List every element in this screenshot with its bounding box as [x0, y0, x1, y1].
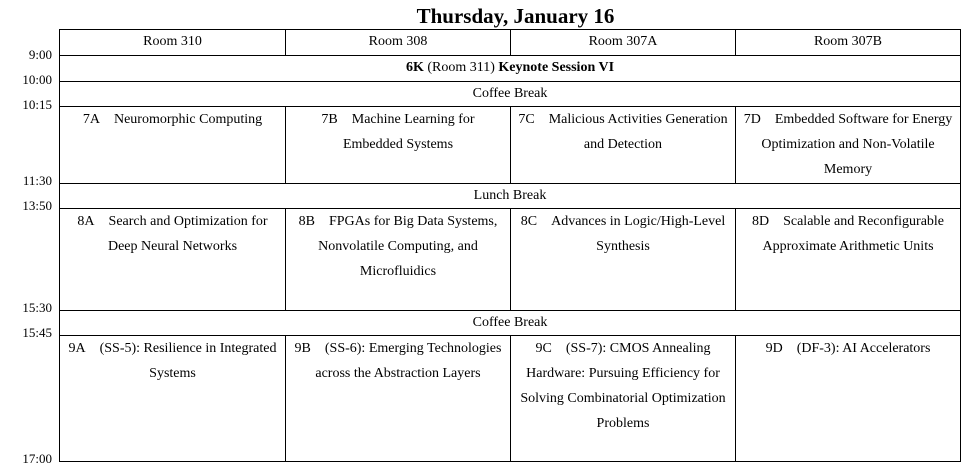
- session-title: Scalable and Reconfigurable Approximate Arithmetic Units: [762, 214, 945, 254]
- session-cell: [60, 336, 286, 462]
- session-id: 9C: [535, 341, 552, 356]
- time-label: 17:00: [22, 451, 52, 466]
- session-cell: [511, 336, 736, 462]
- room-header: Room 307A: [511, 30, 736, 56]
- session-title: (SS-6): Emerging Technologies across the Abstraction Layers: [315, 341, 502, 381]
- lunch-break: Lunch Break: [60, 184, 961, 209]
- schedule-table: [59, 29, 961, 462]
- session-cell: [736, 107, 961, 184]
- session-cell: [511, 209, 736, 311]
- session-id: 8A: [77, 214, 95, 229]
- session-title: Neuromorphic Computing: [113, 112, 263, 127]
- room-header-row: [60, 30, 961, 56]
- session-title: Search and Optimization for Deep Neural Networks: [107, 214, 268, 254]
- time-label: 9:00: [28, 47, 52, 62]
- session-row-7: [60, 107, 961, 184]
- keynote-room: (Room 311): [427, 60, 495, 75]
- session-row-8: [60, 209, 961, 311]
- break-row: [60, 184, 961, 209]
- session-cell: [60, 107, 286, 184]
- session-id: 9A: [68, 341, 86, 356]
- session-cell: [60, 209, 286, 311]
- session-id: 9B: [294, 341, 311, 356]
- session-title: (DF-3): AI Accelerators: [796, 341, 931, 356]
- keynote-session: [60, 56, 961, 82]
- keynote-id: 6K: [405, 60, 424, 75]
- session-cell: [736, 209, 961, 311]
- session-id: 7C: [518, 112, 535, 127]
- session-cell: [511, 107, 736, 184]
- time-column: [0, 0, 56, 469]
- session-row-9: [60, 336, 961, 462]
- break-row: [60, 82, 961, 107]
- page-title: Thursday, January 16: [416, 4, 615, 28]
- session-title: Advances in Logic/High-Level Synthesis: [551, 214, 726, 254]
- session-title: (SS-7): CMOS Annealing Hardware: Pursuing Efficiency for Solving Combinatorial Optimization Problems: [520, 341, 726, 431]
- time-label: 15:30: [22, 300, 52, 315]
- session-id: 7A: [82, 112, 100, 127]
- keynote-title: Keynote Session VI: [498, 60, 615, 75]
- session-title: FPGAs for Big Data Systems, Nonvolatile Computing, and Microfluidics: [318, 214, 498, 279]
- time-label: 10:00: [22, 72, 52, 87]
- session-id: 9D: [765, 341, 783, 356]
- room-header: Room 307B: [736, 30, 961, 56]
- session-cell: [286, 209, 511, 311]
- keynote-row: [60, 56, 961, 82]
- room-header: Room 310: [60, 30, 286, 56]
- session-cell: [286, 336, 511, 462]
- session-title: (SS-5): Resilience in Integrated Systems: [99, 341, 277, 381]
- room-header: Room 308: [286, 30, 511, 56]
- session-title: Embedded Software for Energy Optimization and Non-Volatile Memory: [761, 112, 953, 177]
- coffee-break: Coffee Break: [60, 311, 961, 336]
- session-cell: [286, 107, 511, 184]
- session-cell: [736, 336, 961, 462]
- time-label: 10:15: [22, 97, 52, 112]
- time-label: 11:30: [22, 173, 52, 188]
- session-id: 8D: [751, 214, 770, 229]
- coffee-break: Coffee Break: [60, 82, 961, 107]
- session-title: Malicious Activities Generation and Detection: [548, 112, 728, 152]
- session-id: 7D: [743, 112, 761, 127]
- session-title: Machine Learning for Embedded Systems: [342, 112, 475, 152]
- session-id: 8B: [298, 214, 315, 229]
- session-id: 8C: [520, 214, 538, 229]
- break-row: [60, 311, 961, 336]
- session-id: 7B: [321, 112, 338, 127]
- time-label: 15:45: [22, 325, 52, 340]
- time-label: 13:50: [22, 198, 52, 213]
